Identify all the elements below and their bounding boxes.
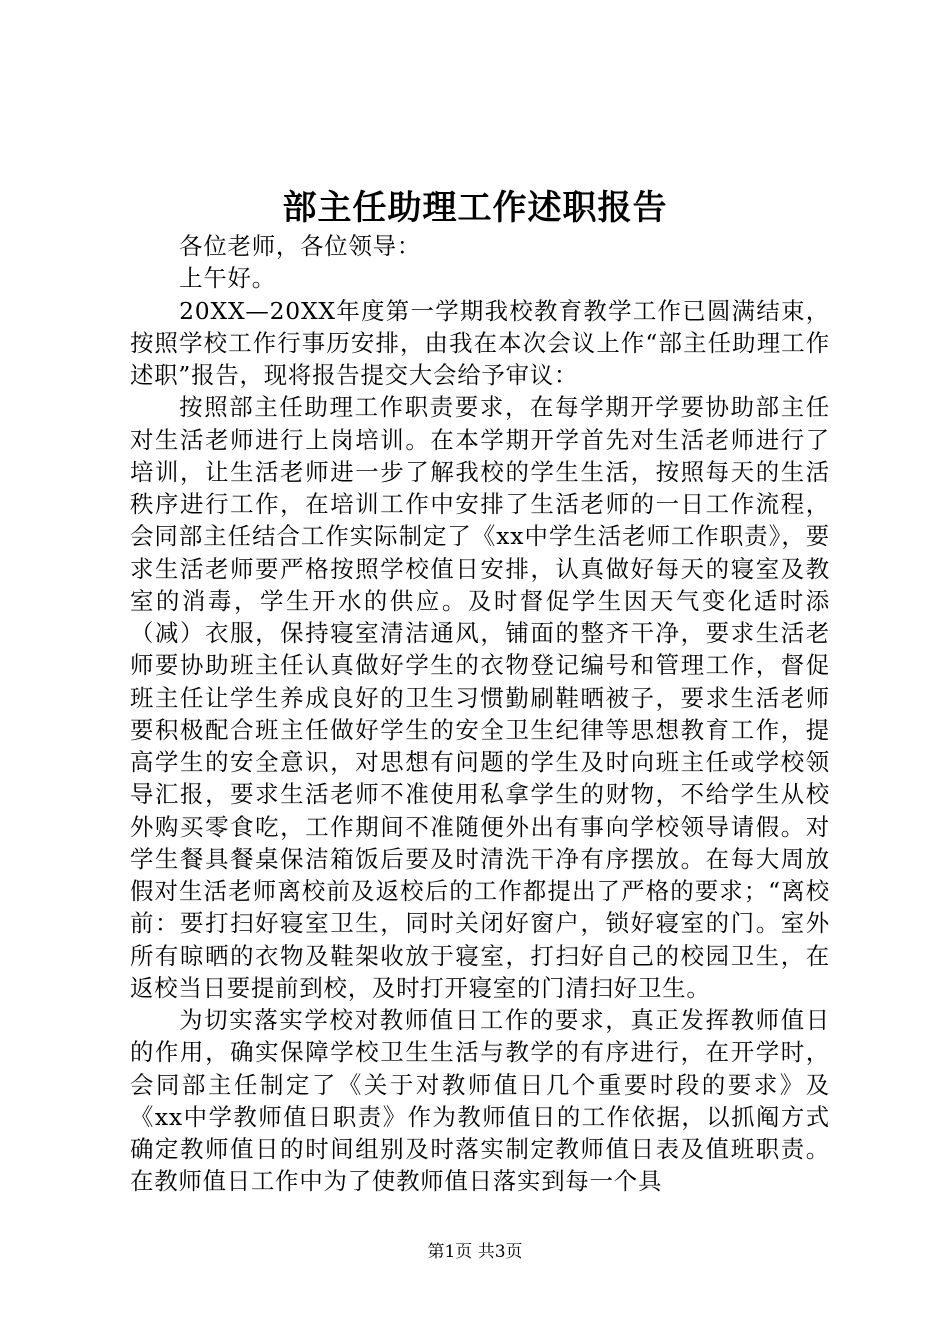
- intro-paragraph: 20XX—20XX年度第一学期我校教育教学工作已圆满结束，按照学校工作行事历安排，由我在本次会议上作“部主任助理工作述职”报告，现将报告提交大会给予审议：: [130, 296, 830, 389]
- training-paragraph: 按照部主任助理工作职责要求，在每学期开学要协助部主任对生活老师进行上岗培训。在本学期开学首先对生活老师进行了培训，让生活老师进一步了解我校的学生生活，按照每天的生活秩序进行工作，在培训工作中安排了生活老师的一日工作流程，会同部主任结合工作实际制定了《xx中学生活老师工作职责》，要求生活老师要严格按照学校值日安排，认真做好每天的寝室及教室的消毒，学生开水的供应。及时督促学生因天气变化适时添（减）衣服，保持寝室清洁通风，铺面的整齐干净，要求生活老师要协助班主任认真做好学生的衣物登记编号和管理工作，督促班主任让学生养成良好的卫生习惯勤刷鞋晒被子，要求生活老师要积极配合班主任做好学生的安全卫生纪律等思想教育工作，提高学生的安全意识，对思想有问题的学生及时向班主任或学校领导汇报，要求生活老师不准使用私拿学生的财物，不给学生从校外购买零食吃，工作期间不准随便外出有事向学校领导请假。对学生餐具餐桌保洁箱饭后要及时清洗干净有序摆放。在每大周放假对生活老师离校前及返校后的工作都提出了严格的要求；“离校前：要打扫好寝室卫生，同时关闭好窗户，锁好寝室的门。室外所有晾晒的衣物及鞋架收放于寝室，打扫好自己的校园卫生，在返校当日要提前到校，及时打开寝室的门清扫好卫生。: [130, 393, 830, 1002]
- duty-paragraph: 为切实落实学校对教师值日工作的要求，真正发挥教师值日的作用，确实保障学校卫生生活与教学的有序进行，在开学时，会同部主任制定了《关于对教师值日几个重要时段的要求》及《xx中学教师值日职责》作为教师值日的工作依据，以抓阄方式确定教师值日的时间组别及时落实制定教师值日表及值班职责。在教师值日工作中为了使教师值日落实到每一个具: [130, 1006, 830, 1196]
- document-body: [130, 230, 830, 1198]
- greeting-paragraph: 各位老师，各位领导：: [179, 232, 422, 260]
- page-footer: 第1页 共3页: [427, 1242, 523, 1262]
- document-title: 部主任助理工作述职报告: [282, 188, 668, 228]
- salutation-paragraph: 上午好。: [179, 264, 276, 293]
